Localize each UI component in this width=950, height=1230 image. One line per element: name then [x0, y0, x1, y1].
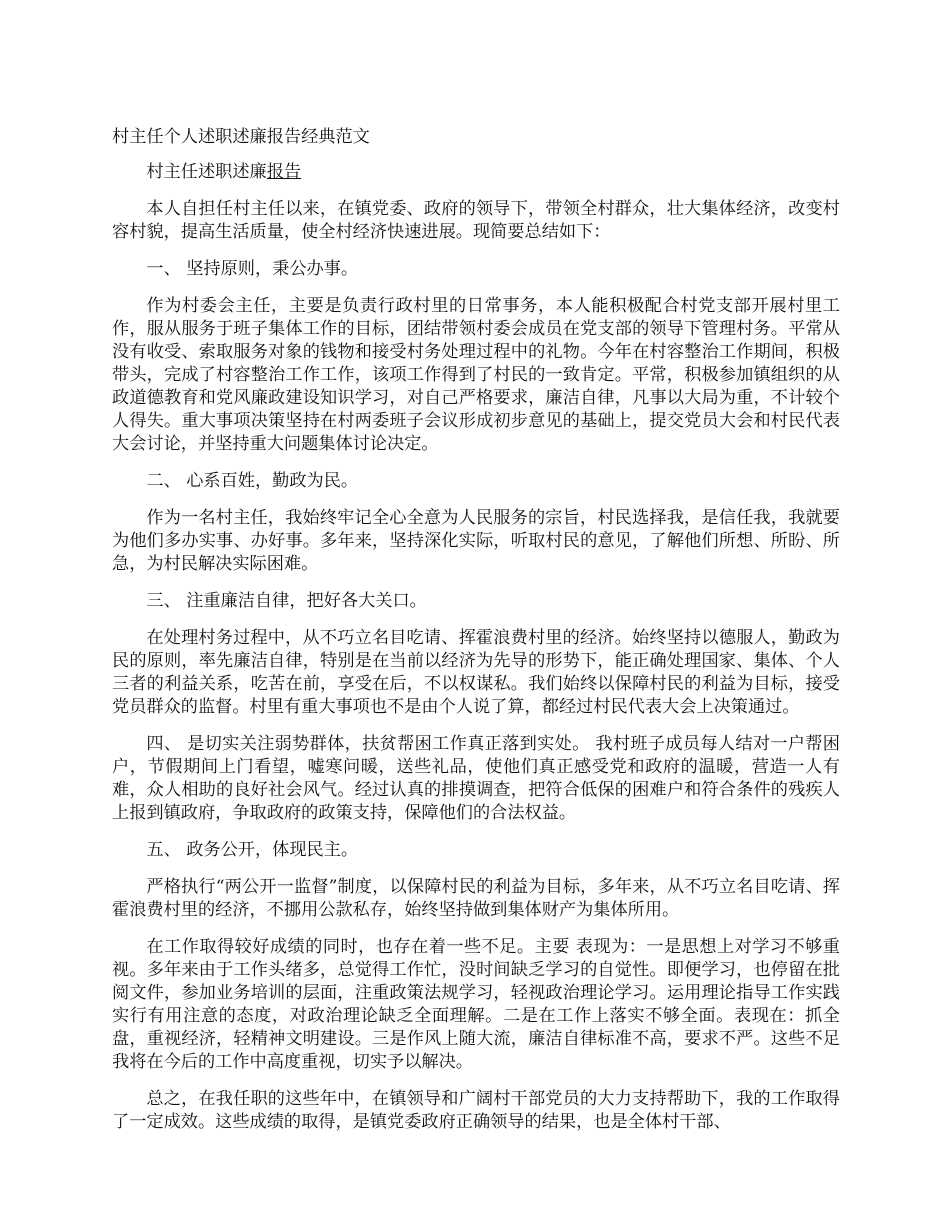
document-subtitle [112, 161, 840, 184]
subtitle-text: 村主任述职述廉 [146, 162, 267, 182]
report-link[interactable]: 报告 [266, 162, 302, 182]
paragraph-section-4: 四、 是切实关注弱势群体，扶贫帮困工作真正落到实处。 我村班子成员每人结对一户帮困户，节假期间上门看望，嘘寒问暖，送些礼品，使他们真正感受党和政府的温暖，营造一人有难，众人相助的良好社会风气。经过认真的排摸调查，把符合低保的困难户和符合条件的残疾人上报到镇政府，争取政府的政策支持，保障他们的合法权益。 [112, 734, 840, 823]
section-heading-5: 五、 政务公开，体现民主。 [146, 840, 359, 860]
paragraph-intro: 本人自担任村主任以来，在镇党委、政府的领导下，带领全村群众，壮大集体经济，改变村容村貌，提高生活质量，使全村经济快速进展。现简要总结如下： [112, 199, 840, 242]
paragraph-section-3: 在处理村务过程中，从不巧立名目吃请、挥霍浪费村里的经济。始终坚持以德服人，勤政为民的原则，率先廉洁自律，特别是在当前以经济为先导的形势下，能正确处理国家、集体、个人三者的利益关系，吃苦在前，享受在后，不以权谋私。我们始终以保障村民的利益为目标，接受党员群众的监督。村里有重大事项也不是由个人说了算，都经过村民代表大会上决策通过。 [112, 628, 840, 717]
paragraph-section-5: 严格执行“两公开一监督”制度，以保障村民的利益为目标，多年来，从不巧立名目吃请、挥霍浪费村里的经济，不挪用公款私存，始终坚持做到集体财产为集体所用。 [112, 877, 840, 920]
paragraph-conclusion: 总之，在我任职的这些年中，在镇领导和广阔村干部党员的大力支持帮助下，我的工作取得了一定成效。这些成绩的取得，是镇党委政府正确领导的结果，也是全体村干部、 [112, 1089, 840, 1132]
paragraph-section-2: 作为一名村主任，我始终牢记全心全意为人民服务的宗旨，村民选择我，是信任我，我就要为他们多办实事、办好事。多年来，坚持深化实际，听取村民的意见，了解他们所想、所盼、所急，为村民解决实际困难。 [112, 508, 840, 574]
section-heading-2: 二、 心系百姓，勤政为民。 [146, 471, 359, 491]
document-page [112, 118, 840, 1148]
section-heading-3: 三、 注重廉洁自律，把好各大关口。 [146, 591, 427, 611]
paragraph-shortcomings: 在工作取得较好成绩的同时，也存在着一些不足。主要 表现为：一是思想上对学习不够重视。多年来由于工作头绪多，总觉得工作忙，没时间缺乏学习的自觉性。即便学习，也停留在批阅文件，参加业务培训的层面，注重政策法规学习，轻视政治理论学习。运用理论指导工作实践实行有用注意的态度，对政治理论缺乏全面理解。二是在工作上落实不够全面。表现在：抓全盘，重视经济，轻精神文明建设。三是作风上随大流，廉洁自律标准不高，要求不严。这些不足我将在今后的工作中高度重视，切实予以解决。 [112, 937, 840, 1072]
paragraph-section-1: 作为村委会主任，主要是负责行政村里的日常事务，本人能积极配合村党支部开展村里工作，服从服务于班子集体工作的目标，团结带领村委会成员在党支部的领导下管理村务。平常从没有收受、索取服务对象的钱物和接受村务处理过程中的礼物。今年在村容整治工作期间，积极带头，完成了村容整治工作工作，该项工作得到了村民的一致肯定。平常，积极参加镇组织的从政道德教育和党风廉政建设知识学习，对自己严格要求，廉洁自律，凡事以大局为重，不计较个人得失。重大事项决策坚持在村两委班子会议形成初步意见的基础上，提交党员大会和村民代表大会讨论，并坚持重大问题集体讨论决定。 [112, 296, 840, 454]
section-heading-1: 一、 坚持原则，秉公办事。 [146, 259, 359, 279]
document-title: 村主任个人述职述廉报告经典范文 [112, 127, 370, 147]
